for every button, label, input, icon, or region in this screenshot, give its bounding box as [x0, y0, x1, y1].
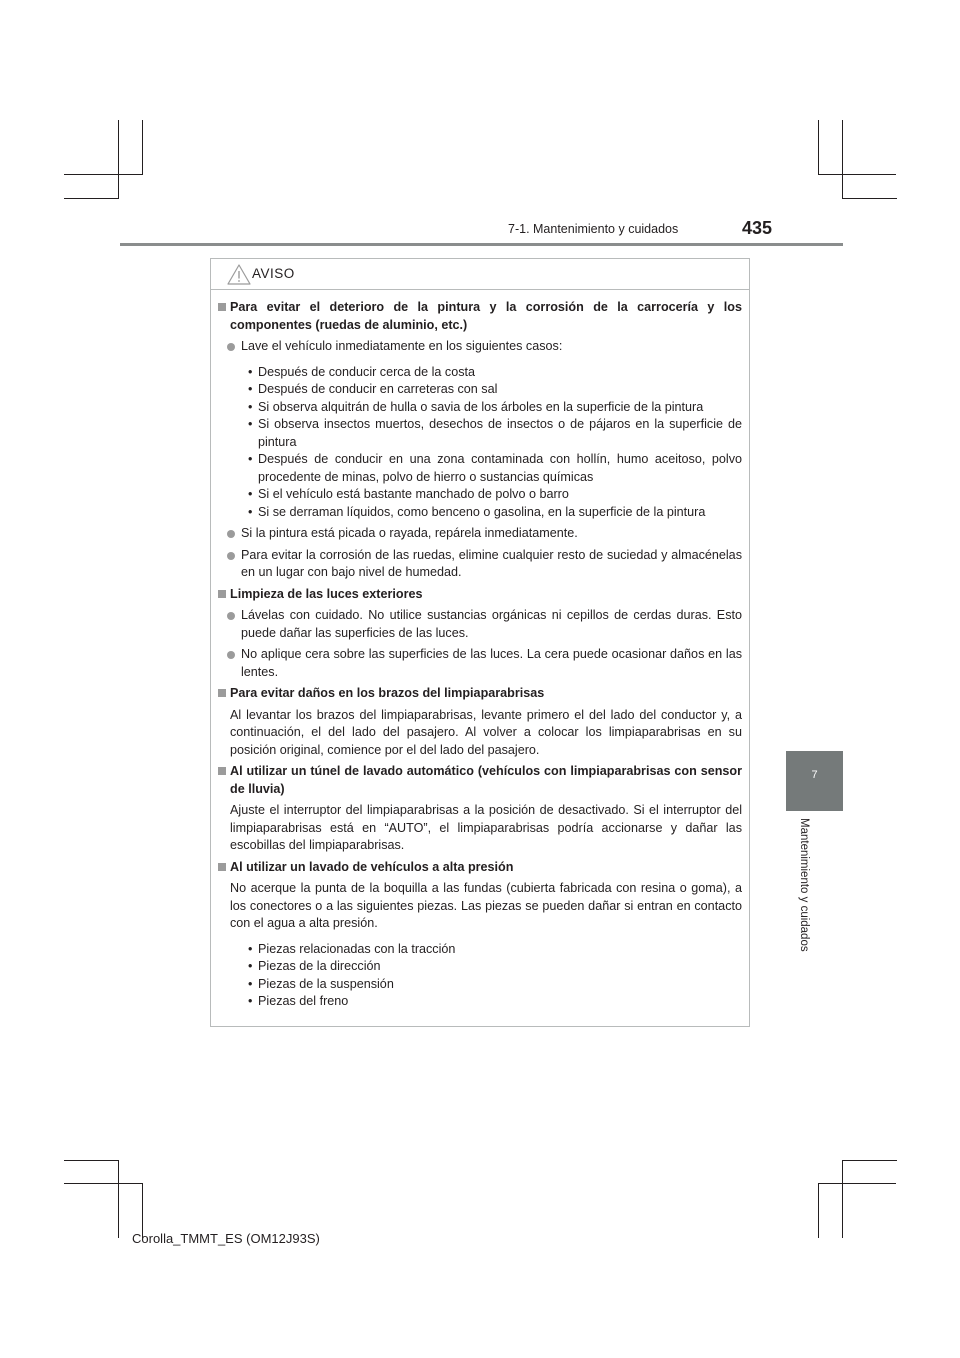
warning-box	[210, 258, 750, 1027]
crop-mark	[818, 1183, 896, 1184]
list-item: Si la pintura está picada o rayada, repárela inmediatamente.	[218, 525, 742, 543]
crop-mark	[142, 1183, 143, 1238]
crop-mark	[118, 120, 119, 198]
crop-mark	[118, 1160, 119, 1238]
section-title: 7-1. Mantenimiento y cuidados	[508, 222, 679, 236]
chapter-label: Mantenimiento y cuidados	[798, 818, 810, 952]
list-item: Para evitar la corrosión de las ruedas, elimine cualquier resto de suciedad y almacénelas en un lugar con bajo nivel de humedad.	[218, 547, 742, 582]
square-bullet-icon	[218, 689, 226, 697]
crop-mark	[842, 198, 897, 199]
section-heading: Para evitar el deterioro de la pintura y la corrosión de la carrocería y los componentes (ruedas de aluminio, etc.)	[218, 299, 742, 334]
list-item: Lávelas con cuidado. No utilice sustancias orgánicas ni cepillos de cerdas duras. Esto puede dañar las superficies de las luces.	[218, 607, 742, 642]
bullet-item: • Después de conducir en carreteras con sal	[248, 382, 498, 396]
crop-mark	[842, 1160, 843, 1238]
bullet-item: • Si el vehículo está bastante manchado de polvo o barro	[248, 487, 569, 501]
page-number: 435	[742, 218, 773, 238]
crop-mark	[142, 120, 143, 175]
crop-mark	[818, 1183, 819, 1238]
circle-bullet-icon	[227, 343, 235, 351]
crop-mark	[818, 120, 819, 175]
warning-header	[211, 259, 749, 290]
bullet-item: • Después de conducir cerca de la costa	[248, 364, 476, 379]
circle-bullet-icon	[227, 651, 235, 659]
bullet-item: • Si observa insectos muertos, desechos de insectos o de pájaros en la superficie de pintura	[248, 417, 742, 449]
bullet-item: • Si observa alquitrán de hulla o savia de los árboles en la superficie de la pintura	[248, 399, 704, 414]
circle-bullet-icon	[227, 552, 235, 560]
header-rule	[120, 243, 843, 246]
section-heading: Al utilizar un túnel de lavado automático (vehículos con limpiaparabrisas con sensor de lluvia)	[218, 763, 742, 798]
list-item: Lave el vehículo inmediatamente en los siguientes casos:	[218, 338, 742, 356]
bullet-item: • Si se derraman líquidos, como benceno o gasolina, en la superficie de la pintura	[248, 504, 706, 519]
warning-triangle-icon	[227, 264, 251, 285]
chapter-tab	[786, 751, 843, 811]
paragraph: Ajuste el interruptor del limpiaparabrisas a la posición de desactivado. Si el interruptor del limpiaparabrisas está en “AUTO”, el limpiaparabrisas podría accionarse y dañar las escobillas del limpiaparabrisas.	[230, 803, 742, 852]
chapter-number: 7	[811, 769, 818, 781]
warning-content	[218, 299, 742, 1015]
paragraph: Al levantar los brazos del limpiaparabrisas, levante primero el del lado del conductor y, a continuación, el del lado del pasajero. Al volver a colocar los limpiaparabrisas en su posición original, comience por el del lado del pasajero.	[230, 707, 742, 757]
section-heading: Para evitar daños en los brazos del limpiaparabrisas	[218, 685, 742, 703]
section-heading: Limpieza de las luces exteriores	[218, 586, 742, 604]
list-item: No aplique cera sobre las superficies de las luces. La cera puede ocasionar daños en las lentes.	[218, 646, 742, 681]
square-bullet-icon	[218, 767, 226, 775]
crop-mark	[842, 120, 843, 198]
circle-bullet-icon	[227, 612, 235, 620]
square-bullet-icon	[218, 863, 226, 871]
paragraph: No acerque la punta de la boquilla a las fundas (cubierta fabricada con resina o goma), a los conectores o a las siguientes piezas. Las piezas se pueden dañar si entran en contacto con el agua a alta presión.	[230, 881, 742, 930]
section-heading: Al utilizar un lavado de vehículos a alta presión	[218, 859, 742, 877]
crop-mark	[64, 1183, 142, 1184]
square-bullet-icon	[218, 303, 226, 311]
crop-mark	[842, 1160, 897, 1161]
bullet-item: • Piezas de la dirección	[248, 959, 381, 973]
document-id: Corolla_TMMT_ES (OM12J93S)	[132, 1231, 320, 1246]
bullet-item: • Después de conducir en una zona contaminada con hollín, humo aceitoso, polvo procedente de minas, polvo de hierro o sustancias químicas	[248, 452, 742, 484]
square-bullet-icon	[218, 590, 226, 598]
crop-mark	[818, 174, 896, 175]
warning-title: AVISO	[252, 266, 295, 281]
bullet-item: • Piezas del freno	[248, 994, 349, 1008]
crop-mark	[64, 1160, 119, 1161]
bullet-item: • Piezas de la suspensión	[248, 976, 394, 991]
bullet-list	[218, 364, 742, 522]
circle-bullet-icon	[227, 530, 235, 538]
bullet-item: • Piezas relacionadas con la tracción	[248, 941, 456, 956]
crop-mark	[64, 174, 142, 175]
crop-mark	[64, 198, 119, 199]
bullet-list	[218, 941, 742, 1011]
